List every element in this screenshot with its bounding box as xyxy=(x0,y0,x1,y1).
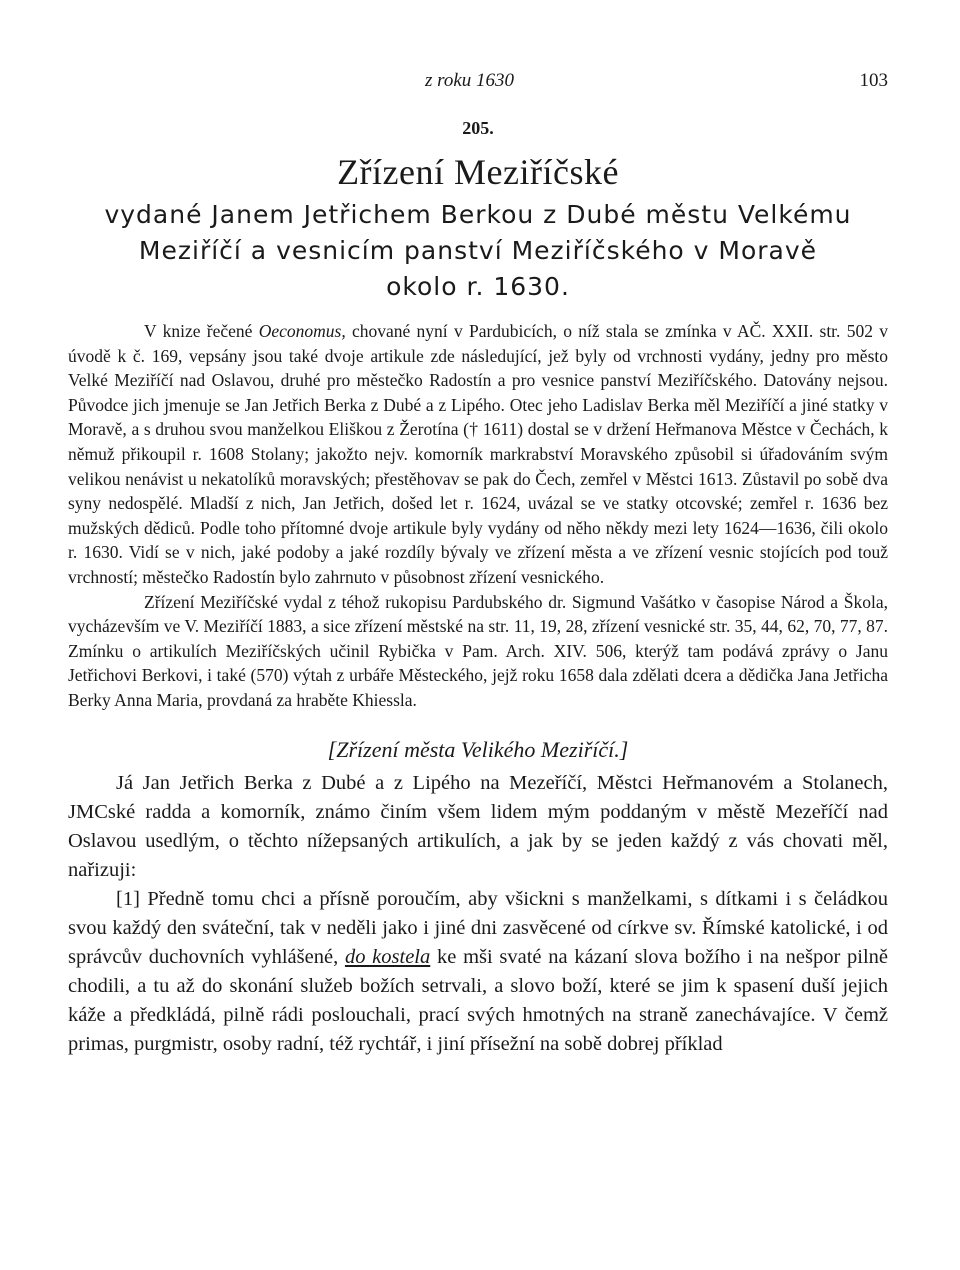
intro-paragraph: Zřízení Meziříčské vydal z téhož rukopisu Pardubského dr. Sigmund Vašátko v časopise Národ a Škola, vycházevším ve V. Meziříčí 1883, a sice zřízení městské na str. 11, 19, 28, zřízení vesnické str. 35, 44, 62, 70, 77, 87. Zmínku o artikulích Meziříčských učinil Rybička v Pam. Arch. XIV. 506, kterýž tam podává zprávy o Janu Jetřichovi Berkovi, i také (570) výtah z urbáře Městeckého, jejž roku 1658 dala zdělati dcera a dědička Jana Jetřicha Berky Anna Maria, provdaná za hraběte Khiessla. xyxy=(68,591,888,710)
document-number: 205. xyxy=(462,118,494,138)
running-title: z roku 1630 xyxy=(425,70,515,91)
document-body xyxy=(68,769,888,1059)
running-header xyxy=(68,66,888,96)
document-title: Zřízení Meziříčské xyxy=(337,152,619,192)
body-text: [1] Předně tomu chci a přísně poroučím, aby všickni s manželkami, s dítkami i s čeládkou svou každý den sváteční, tak v neděli jako i jiné dni zasvěcené od církve sv. Římské katolické, i od správcův duchovních vyhlášené, xyxy=(68,887,888,968)
body-text: ke mši svaté na kázaní slova božího i na nešpor pilně chodili, a tu až do skonání služeb božích setrvali, a slovo boží, které se jim k spasení duší jejich káže a předkládá, pilně rádi poslouchali, prací svých hmotných na straně zanechávajíce. V čemž primas, purgmistr, osoby radní, též rychtář, i jiní přísežní na sobě dobrej příklad xyxy=(68,945,888,1055)
body-paragraph xyxy=(68,885,888,1059)
intro-text: chované nyní v Pardubicích, o níž stala se zmínka v AČ. XXII. str. 502 v úvodě k č. 169, vepsány jsou také dvoje artikule zde následující, jež byly od vrchnosti vydány, jedny pro město Velké Meziříčí nad Oslavou, druhé pro městečko Radostín a pro vesnice panství Meziříčského. Datovány nejsou. Původce jich jmenuje se Jan Jetřich Berka z Dubé a z Lipého. Otec jeho Ladislav Berka měl Meziříčí a jiné statky v Moravě, a s druhou svou manželkou Eliškou z Žerotína († 1611) dostal se v držení Heřmanova Městce v Čechách, k němuž přikoupil r. 1608 Stolany; jakožto nejv. komorník markrabství Moravského způsobil si úřadováním svým velikou nenávist u nekatolíků moravských; přestěhovav se pak do Čech, zemřel v Městci 1613. Zůstavil po sobě dva syny nedospělé. Mladší z nich, Jan Jetřich, došed let r. 1624, uvázal se ve statky otcovské; zemřel r. 1636 bez mužských dědiců. Podle toho přítomné dvoje artikule byly vydány od něho někdy mezi lety 1624—1636, čili okolo r. 1630. Vidí se v nich, jaké podoby a jaké rozdíly bývaly ve zřízení města a ve zřízení vesnic stojících pod touž vrchností; městečko Radostín bylo zahrnuto v působnost zřízení vesnického. xyxy=(68,321,888,587)
editorial-introduction xyxy=(68,319,888,713)
subtitle-line: okolo r. 1630. xyxy=(386,272,570,301)
document-subtitle xyxy=(68,197,888,305)
underlined-phrase: do kostela xyxy=(344,945,431,968)
body-paragraph: Já Jan Jetřich Berka z Dubé a z Lipého na Mezeříčí, Městci Heřmanovém a Stolanech, JMCské radda a komorník, známo činím všem lidem mým poddaným v městě Mezeříčí nad Oslavou usedlým, o těchto nížepsaných artikulích, a jak by se jeden každý z vás chovati měl, nařizuji: xyxy=(68,771,888,881)
intro-paragraph xyxy=(68,319,888,590)
section-heading: [Zřízení města Velikého Meziříčí.] xyxy=(327,736,629,762)
document-page xyxy=(68,66,888,1059)
page-number: 103 xyxy=(859,70,888,91)
intro-text: V knize řečené xyxy=(144,321,259,341)
subtitle-line: vydané Janem Jetřichem Berkou z Dubé městu Velkému xyxy=(104,200,852,229)
intro-book-title: Oeconomus, xyxy=(258,321,346,341)
subtitle-line: Meziříčí a vesnicím panství Meziříčského v Moravě xyxy=(138,236,818,265)
